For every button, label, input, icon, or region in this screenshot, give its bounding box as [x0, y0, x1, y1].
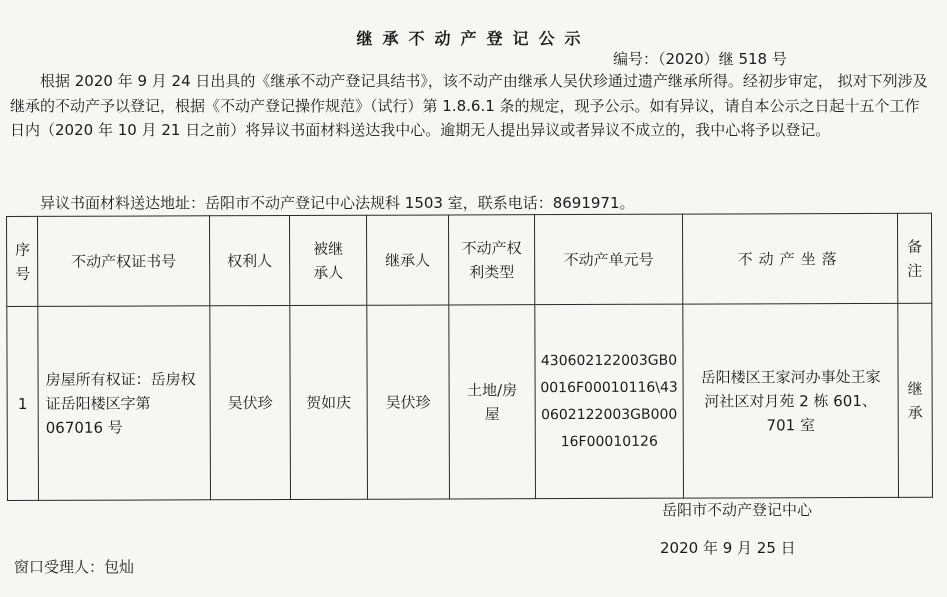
header-right-holder: 权利人 [210, 216, 290, 306]
notice-body: 根据 2020 年 9 月 24 日出具的《继承不动产登记具结书》，该不动产由继承人吴伏珍通过遗产继承所得。经初步审定， 拟对下列涉及继承的不动产予以登记，根据《不动产登记操作规范》（试行）第 1.8.6.1 条的规定，现予公示。如有异议，请自本公示之日起十五个工作日内（2020 年 10 月 21 日之前）将异议书面材料送达我中心。逾期无人提出异议或者异议不成立的，我中心将予以登记。 [10, 72, 928, 139]
cell-right-type: 土地/房屋 [449, 305, 536, 499]
header-right-type: 不动产权利类型 [448, 215, 534, 305]
header-heir: 继承人 [366, 215, 448, 305]
cell-right-holder: 吴伏珍 [210, 306, 291, 500]
header-remark: 备注 [897, 213, 931, 303]
notice-title: 继承不动产登记公示 [356, 29, 591, 48]
issue-date: 2020 年 9 月 25 日 [660, 539, 796, 557]
cell-heir: 吴伏珍 [367, 305, 450, 499]
header-decedent: 被继承人 [290, 215, 367, 305]
cell-decedent: 贺如庆 [290, 305, 368, 499]
document-number: 编号：（2020）继 518 号 [613, 50, 787, 68]
objection-address: 异议书面材料送达地址：岳阳市不动产登记中心法规科 1503 室，联系电话：8691971。 [40, 194, 635, 212]
window-clerk: 窗口受理人：包灿 [14, 558, 135, 576]
cell-location: 岳阳楼区王家河办事处王家河社区对月苑 2 栋 601、701 室 [683, 303, 899, 498]
registration-table [6, 213, 933, 501]
cell-unit-no: 430602122003GB00016F00010116\430602122003GB00016F00010126 [535, 304, 684, 499]
header-seq: 序号 [7, 216, 38, 306]
header-cert-no: 不动产权证书号 [38, 216, 210, 307]
table-row [7, 303, 933, 500]
table-header-row [7, 213, 932, 306]
issuing-authority: 岳阳市不动产登记中心 [662, 501, 813, 519]
cell-cert-no: 房屋所有权证：岳房权证岳阳楼区字第 067016 号 [38, 306, 211, 501]
cell-remark: 继承 [898, 303, 933, 497]
cell-seq: 1 [7, 306, 39, 500]
header-unit-no: 不动产单元号 [534, 214, 682, 305]
header-location: 不动产坐落 [682, 213, 897, 304]
